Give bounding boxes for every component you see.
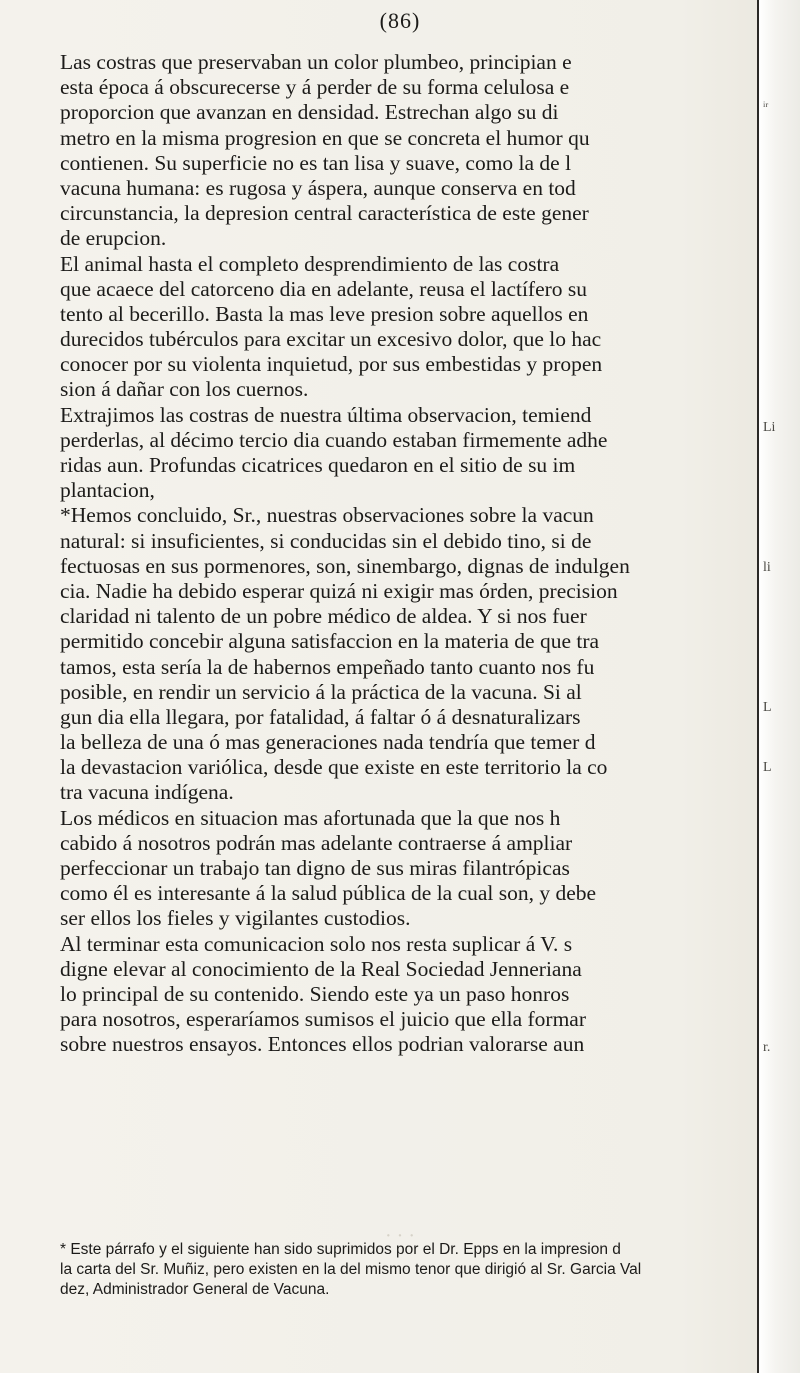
footnote-line: * Este párrafo y el siguiente han sido suprimidos por el Dr. Epps en la impresion d [60,1241,621,1258]
text-line: circunstancia, la depresion central característica de este gener [60,201,589,226]
text-line: sobre nuestros ensayos. Entonces ellos podrian valorarse aun [60,1032,585,1057]
text-line: durecidos tubérculos para excitar un excesivo dolor, que lo hac [60,327,602,352]
text-line: esta época á obscurecerse y á perder de su forma celulosa e [60,75,570,100]
adjacent-page-edge: ᵢᵣ Li li L L r. [757,0,800,1373]
text-line: perderlas, al décimo tercio dia cuando estaban firmemente adhe [60,427,608,452]
text-line: perfeccionar un trabajo tan digno de sus miras filantrópicas [60,856,570,880]
text-line: ridas aun. Profundas cicatrices quedaron en el sitio de su im [60,453,576,477]
text-line: cabido á nosotros podrán mas adelante contraerse á ampliar [60,830,573,855]
text-line: conocer por su violenta inquietud, por sus embestidas y propen [60,352,603,377]
text-line: permitido concebir alguna satisfaccion en la materia de que tra [60,629,600,654]
text-line: natural: si insuficientes, si conducidas sin el debido tino, si de [60,528,592,553]
text-line: Al terminar esta comunicacion solo nos resta suplicar á V. s [60,931,573,956]
text-line: ser ellos los fieles y vigilantes custodios. [60,906,411,931]
footnote-line: la carta del Sr. Muñiz, pero existen en la del mismo tenor que dirigió al Sr. Garcia Val [60,1261,642,1278]
text-line: tento al becerillo. Basta la mas leve presion sobre aquellos en [60,301,589,326]
text-line: tamos, esta sería la de habernos empeñado tanto cuanto nos fu [60,654,595,679]
page-number: (86) [379,8,421,33]
text-line: metro en la misma progresion en que se concreta el humor qu [60,125,590,150]
text-line: contienen. Su superficie no es tan lisa y suave, como la de l [60,150,572,175]
text-line: digne elevar al conocimiento de la Real Sociedad Jenneriana [60,956,582,981]
text-line: como él es interesante á la salud pública de la cual son, y debe [60,881,597,906]
text-line: *Hemos concluido, Sr., nuestras observaciones sobre la vacun [60,503,594,528]
text-line: sion á dañar con los cuernos. [60,377,309,402]
text-line: claridad ni talento de un pobre médico de aldea. Y si nos fuer [60,604,587,629]
bleed-through-text: · · · [385,1225,415,1247]
text-line: Los médicos en situacion mas afortunada que la que nos h [60,805,561,830]
text-line: proporcion que avanzan en densidad. Estrechan algo su di [60,100,559,125]
text-line: de erupcion. [60,226,167,251]
text-line: plantacion, [60,478,155,503]
text-line: lo principal de su contenido. Siendo este ya un paso honros [60,981,570,1006]
body-text [60,50,752,1058]
text-line: posible, en rendir un servicio á la práctica de la vacuna. Si al [60,679,582,704]
footnote-line: dez, Administrador General de Vacuna. [60,1281,330,1298]
text-line: gun dia ella llegara, por fatalidad, á faltar ó á desnaturalizars [60,704,581,729]
text-line: Las costras que preservaban un color plumbeo, principian e [60,50,572,74]
text-line: El animal hasta el completo desprendimiento de las costra [60,251,560,276]
text-line: fectuosas en sus pormenores, son, sinembargo, dignas de indulgen [60,553,630,578]
text-line: que acaece del catorceno dia en adelante, reusa el lactífero su [60,276,588,301]
text-line: la belleza de una ó mas generaciones nada tendría que temer d [60,730,596,755]
footnote [60,1240,752,1300]
text-line: la devastacion variólica, desde que existe en este territorio la co [60,755,608,780]
text-line: vacuna humana: es rugosa y áspera, aunque conserva en tod [60,175,576,200]
text-line: Extrajimos las costras de nuestra última observacion, temiend [60,402,592,427]
text-line: para nosotros, esperaríamos sumisos el juicio que ella formar [60,1007,587,1032]
text-line: tra vacuna indígena. [60,780,234,805]
text-line: cia. Nadie ha debido esperar quizá ni exigir mas órden, precision [60,578,618,603]
